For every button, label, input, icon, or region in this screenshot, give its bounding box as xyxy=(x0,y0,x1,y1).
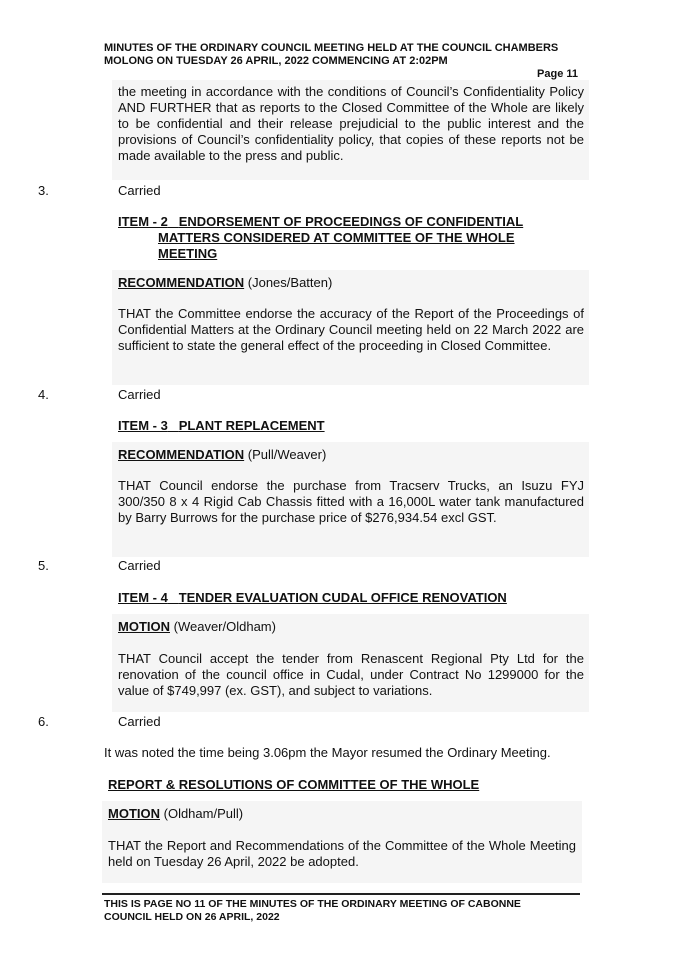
item-4-heading xyxy=(118,590,584,606)
intro-paragraph: the meeting in accordance with the conditions of Council’s Confidentiality Policy AND FURTHER that as reports to the Closed Committee of the Whole are likely to be confidential and their release prejudicial to the public interest and the provisions of Council’s confidentiality policy, that copies of these reports not be made available to the press and public. xyxy=(118,84,584,163)
report-motion xyxy=(108,806,243,822)
item-2-heading xyxy=(118,214,584,262)
resolution-number: 3. xyxy=(38,183,49,198)
item-2-label: ITEM - 2 xyxy=(118,214,168,229)
item-3-label: ITEM - 3 xyxy=(118,418,168,433)
document-footer xyxy=(104,898,578,924)
movers: (Pull/Weaver) xyxy=(247,447,327,462)
item-4-motion xyxy=(118,619,276,635)
footer-line-2: COUNCIL HELD ON 26 APRIL, 2022 xyxy=(104,911,280,923)
resolution-status: Carried xyxy=(118,183,161,198)
document-header xyxy=(104,42,584,68)
footer-line-1: THIS IS PAGE NO 11 OF THE MINUTES OF THE ORDINARY MEETING OF CABONNE xyxy=(104,898,521,910)
resolution-number: 5. xyxy=(38,558,49,573)
item-4-label: ITEM - 4 xyxy=(118,590,168,605)
item-2-title-line-2: MATTERS CONSIDERED AT COMMITTEE OF THE WHOLE xyxy=(158,230,515,245)
item-2-recommendation xyxy=(118,275,332,291)
resolution-number: 4. xyxy=(38,387,49,402)
recommendation-label: RECOMMENDATION xyxy=(118,447,245,462)
recommendation-label: RECOMMENDATION xyxy=(118,275,245,290)
header-line-1: MINUTES OF THE ORDINARY COUNCIL MEETING HELD AT THE COUNCIL CHAMBERS xyxy=(104,42,559,54)
item-4-title: TENDER EVALUATION CUDAL OFFICE RENOVATION xyxy=(178,590,507,605)
header-line-2: MOLONG ON TUESDAY 26 APRIL, 2022 COMMENCING AT 2:02PM xyxy=(104,55,448,67)
resolution-number: 6. xyxy=(38,714,49,729)
resolution-status: Carried xyxy=(118,387,161,402)
item-4-text: THAT Council accept the tender from Renascent Regional Pty Ltd for the renovation of the council office in Cudal, under Contract No 1299000 for the value of $749,997 (ex. GST), and subject to variations. xyxy=(118,651,584,698)
motion-label: MOTION xyxy=(108,806,160,821)
meeting-note: It was noted the time being 3.06pm the Mayor resumed the Ordinary Meeting. xyxy=(104,745,551,760)
item-2-text: THAT the Committee endorse the accuracy of the Report of the Proceedings of Confidential Matters at the Ordinary Council meeting held on 22 March 2022 are sufficient to state the general effect of the proceeding in Closed Committee. xyxy=(118,306,584,353)
movers: (Weaver/Oldham) xyxy=(173,619,276,634)
motion-label: MOTION xyxy=(118,619,170,634)
movers: (Oldham/Pull) xyxy=(163,806,244,821)
page-number: Page 11 xyxy=(537,68,578,80)
report-heading: REPORT & RESOLUTIONS OF COMMITTEE OF THE WHOLE xyxy=(108,777,480,792)
resolution-status: Carried xyxy=(118,714,161,729)
report-text: THAT the Report and Recommendations of the Committee of the Whole Meeting held on Tuesday 26 April, 2022 be adopted. xyxy=(108,838,576,869)
footer-divider xyxy=(102,893,580,895)
item-2-title-line-1: ENDORSEMENT OF PROCEEDINGS OF CONFIDENTIAL xyxy=(178,214,524,229)
item-3-heading xyxy=(118,418,584,434)
item-3-recommendation xyxy=(118,447,326,463)
resolution-status: Carried xyxy=(118,558,161,573)
item-3-text: THAT Council endorse the purchase from Tracserv Trucks, an Isuzu FYJ 300/350 8 x 4 Rigid Cab Chassis fitted with a 16,000L water tank manufactured by Barry Burrows for the purchase price of $276,934.54 excl GST. xyxy=(118,478,584,525)
movers: (Jones/Batten) xyxy=(247,275,333,290)
item-3-title: PLANT REPLACEMENT xyxy=(178,418,325,433)
item-2-title-line-3: MEETING xyxy=(158,246,218,261)
